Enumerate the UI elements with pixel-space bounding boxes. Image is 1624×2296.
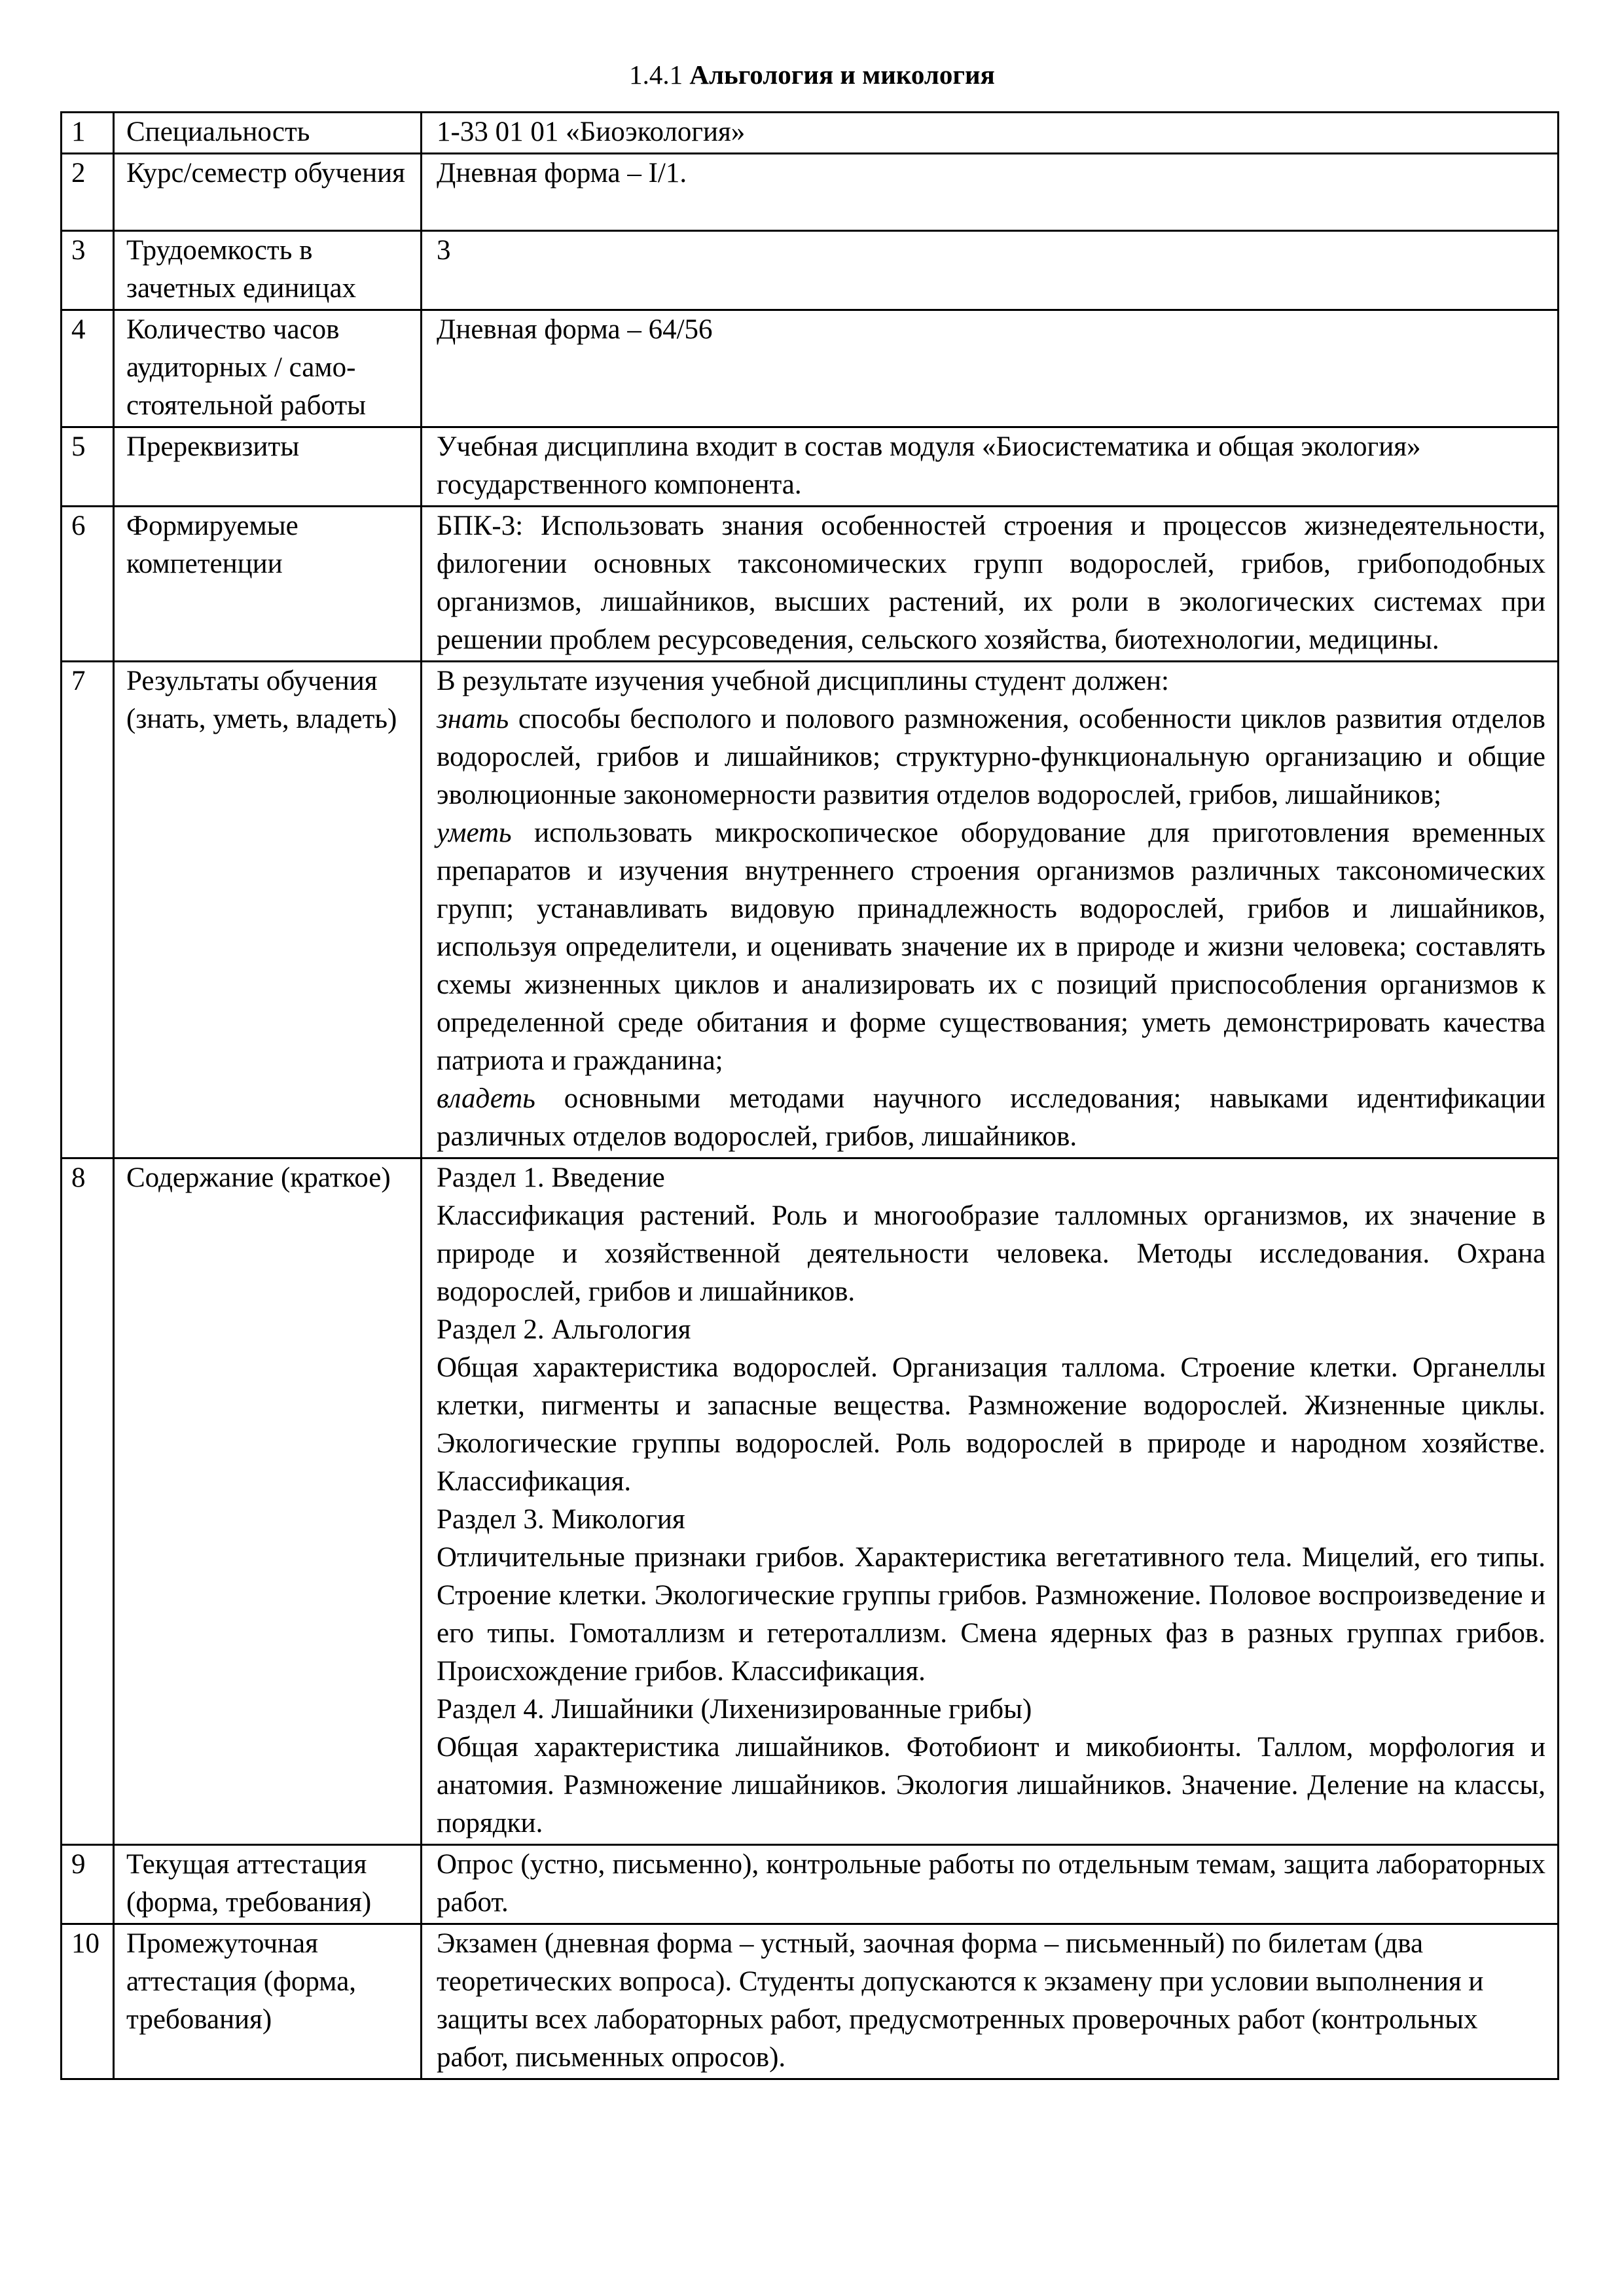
title-text: Альгология и микология [689,60,995,90]
row-label: Текущая аттестация (форма, требования) [114,1845,422,1924]
outcome-own [437,1080,1545,1156]
row-number: 1 [62,113,114,154]
row-number: 5 [62,427,114,507]
row-number: 9 [62,1845,114,1924]
section-title: Раздел 3. Микология [437,1504,685,1535]
page-title [0,56,1624,93]
section-title: Раздел 1. Введение [437,1162,665,1193]
row-number: 7 [62,662,114,1158]
row-value: БПК-3: Использовать знания особенностей строения и процессов жизнедеятельности, филогении основных таксономических групп водорослей, грибов, грибоподобных организмов, лишайников, высших растений, их роли в экологических системах при решении проблем ресурсоведения, сельского хозяйства, биотехнологии, медицины. [422,507,1559,662]
row-number: 8 [62,1158,114,1845]
table-row-speciality [62,113,1559,154]
row-label: Содержание (краткое) [114,1158,422,1845]
table-row-hours [62,310,1559,427]
row-number: 2 [62,154,114,231]
outcome-know-text: способы бесполого и полового размножения, особенности циклов развития отделов водорослей, грибов и лишайников; структурно-функциональную организацию и общие эволюционные закономерности развития отделов водорослей, грибов, лишайников; [437,704,1545,810]
section-text: Отличительные признаки грибов. Характеристика вегетативного тела. Мицелий, его типы. Строение клетки. Экологические группы грибов. Размножение. Половое воспроизведение и его типы. Гомоталлизм и гетероталлизм. Смена ядерных фаз в разных группах грибов. Происхождение грибов. Классификация. [437,1542,1545,1687]
row-number: 4 [62,310,114,427]
outcome-can [437,814,1545,1080]
table-row-competences [62,507,1559,662]
outcome-own-text: основными методами научного исследования; навыками идентификации различных отделов водорослей, грибов, лишайников. [437,1083,1545,1152]
row-label: Количество часов аудиторных / само-стоятельной работы [114,310,422,427]
table-row-interim-assessment [62,1924,1559,2079]
row-label: Специальность [114,113,422,154]
table-row-credits [62,231,1559,310]
outcome-own-term: владеть [437,1083,535,1114]
table-row-current-assessment [62,1845,1559,1924]
outcome-can-text: использовать микроскопическое оборудование для приготовления временных препаратов и изучения внутреннего строения организмов различных таксономических групп; устанавливать видовую принадлежность водорослей, грибов и лишайников, используя определители, и оценивать значение их в природе и жизни человека; составлять схемы жизненных циклов и анализировать их с позиций приспособления организмов к определенной среде обитания и форме существования; уметь демонстрировать качества патриота и гражданина; [437,817,1545,1076]
title-number: 1.4.1 [629,60,683,90]
section-text: Общая характеристика лишайников. Фотобионт и микобионты. Таллом, морфология и анатомия. Размножение лишайников. Экология лишайников. Значение. Деление на классы, порядки. [437,1732,1545,1839]
table-row-prerequisites [62,427,1559,507]
outcomes-intro: В результате изучения учебной дисциплины студент должен: [437,666,1170,696]
row-label: Трудоемкость в зачетных единицах [114,231,422,310]
row-value: Экзамен (дневная форма – устный, заочная форма – письменный) по билетам (два теоретических вопроса). Студенты допускаются к экзамену при условии выполнения и защиты всех лабораторных работ, предусмотренных проверочных работ (контрольных работ, письменных опросов). [422,1924,1559,2079]
table-row-course-semester [62,154,1559,231]
row-number: 6 [62,507,114,662]
discipline-info-table [60,111,1559,2080]
row-label: Формируемые компетенции [114,507,422,662]
row-value: Дневная форма – I/1. [422,154,1559,231]
outcome-know [437,700,1545,814]
row-value: Учебная дисциплина входит в состав модуля «Биосистематика и общая экология» государственного компонента. [422,427,1559,507]
section-text: Классификация растений. Роль и многообразие талломных организмов, их значение в природе и хозяйственной деятельности человека. Методы исследования. Охрана водорослей, грибов и лишайников. [437,1200,1545,1307]
row-value: 3 [422,231,1559,310]
row-label: Результаты обучения (знать, уметь, владеть) [114,662,422,1158]
outcome-know-term: знать [437,704,509,734]
row-value [422,1158,1559,1845]
row-value [422,662,1559,1158]
section-title: Раздел 4. Лишайники (Лихенизированные грибы) [437,1694,1032,1725]
table-row-content [62,1158,1559,1845]
row-number: 3 [62,231,114,310]
row-number: 10 [62,1924,114,2079]
table-row-learning-outcomes [62,662,1559,1158]
row-label: Пререквизиты [114,427,422,507]
row-label: Промежуточная аттестация (форма, требования) [114,1924,422,2079]
section-title: Раздел 2. Альгология [437,1314,691,1345]
row-value: Опрос (устно, письменно), контрольные работы по отдельным темам, защита лабораторных работ. [422,1845,1559,1924]
row-value: 1-33 01 01 «Биоэкология» [422,113,1559,154]
section-text: Общая характеристика водорослей. Организация таллома. Строение клетки. Органеллы клетки, пигменты и запасные вещества. Размножение водорослей. Жизненные циклы. Экологические группы водорослей. Роль водорослей в природе и народном хозяйстве. Классификация. [437,1352,1545,1497]
outcome-can-term: уметь [437,817,512,848]
row-label: Курс/семестр обучения [114,154,422,231]
row-value: Дневная форма – 64/56 [422,310,1559,427]
